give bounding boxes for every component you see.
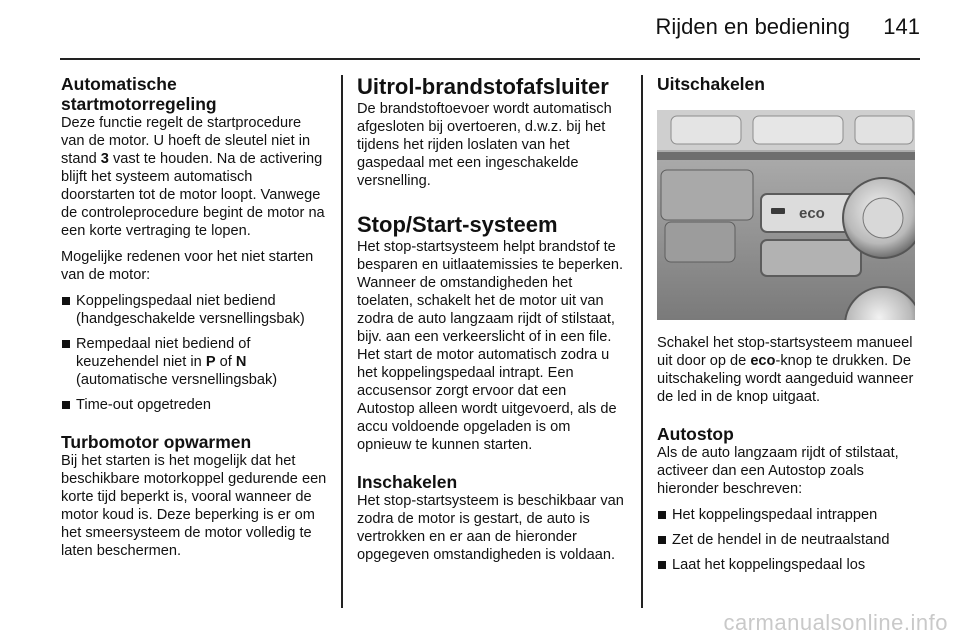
header-rule — [60, 58, 920, 60]
watermark: carmanualsonline.info — [723, 610, 948, 635]
paragraph-reasons: Mogelijke redenen voor het niet starten van de motor: — [61, 249, 314, 283]
heading-automatische-startmotorregeling — [61, 74, 327, 114]
heading-line: Automatische — [61, 74, 177, 94]
list-item-text: (automatische versnellingsbak) — [76, 372, 278, 388]
spacer — [357, 462, 627, 472]
heading-line: startmotorregeling — [61, 94, 217, 114]
page-number: 141 — [883, 14, 920, 39]
paragraph-inschakelen: Het stop-startsysteem is beschikbaar van zodra de motor is gestart, de auto is vertrokken en er aan de hieronder opgegeven omstandigheden is voldaan. — [357, 493, 624, 563]
dashboard-illustration — [657, 110, 915, 320]
column-1 — [61, 74, 327, 568]
square-bullet-icon — [658, 536, 666, 544]
text-run: Schakel het stop-startsysteem manueel uit door op de — [657, 335, 913, 369]
list-item-text: Rempedaal niet bediend of keuzehendel niet in — [76, 336, 251, 370]
bold-run: N — [235, 354, 247, 370]
square-bullet-icon — [62, 401, 70, 409]
list-item-text: Laat het koppelingspedaal los — [672, 557, 866, 573]
square-bullet-icon — [658, 511, 666, 519]
paragraph-turbomotor: Bij het starten is het mogelijk dat het beschikbare motorkoppel gedurende een korte tijd beperkt is, vooral wanneer de motor koud is. Deze beperking is er om het smeersysteem de motor volledig te laten beschermen. — [61, 453, 327, 559]
square-bullet-icon — [658, 561, 666, 569]
paragraph-uitschakelen — [657, 334, 922, 406]
column-divider-2 — [641, 75, 643, 608]
list-item-text: Koppelingspedaal niet bediend (handgeschakelde versnellingsbak) — [76, 293, 305, 327]
page-header — [0, 0, 960, 58]
list-item-text: Het koppelingspedaal intrappen — [672, 507, 878, 523]
eco-button-label: eco — [799, 205, 825, 222]
spacer — [61, 422, 327, 432]
heading-stop-start-systeem: Stop/Start-systeem — [357, 212, 558, 237]
bold-run: 3 — [100, 151, 109, 167]
heading-inschakelen: Inschakelen — [357, 472, 458, 492]
paragraph-brandstoftoevoer: De brandstoftoevoer wordt automatisch afgesloten bij overtoeren, d.w.z. bij het tijdens het rijden loslaten van het gaspedaal met een ingeschakelde versnelling. — [357, 101, 612, 189]
list-item-text: Zet de hendel in de neutraalstand — [672, 532, 890, 548]
spacer — [357, 198, 627, 212]
heading-autostop: Autostop — [657, 424, 734, 444]
paragraph-stop-start: Het stop-startsysteem helpt brandstof te besparen en uitlaatemissies te beperken. Wanneer de omstandigheden het toelaten, schakelt het de motor uit van zodra de auto langzaam rijdt of stilstaat, bijv. aan een verkeerslicht of in een file. Het start de motor automatisch zodra u het koppelingspedaal intrapt. Een accusensor zorgt ervoor dat een Autostop alleen wordt uitgevoerd, als de accu voldoende opgeladen is om opnieuw te kunnen starten. — [357, 239, 624, 453]
column-2 — [357, 74, 627, 572]
list-item-text: Time-out opgetreden — [76, 397, 211, 413]
spacer — [657, 414, 922, 424]
paragraph-startprocedure — [61, 114, 327, 240]
list-item — [657, 556, 922, 574]
heading-turbomotor-opwarmen: Turbomotor opwarmen — [61, 432, 252, 452]
list-item — [61, 292, 327, 328]
list-item — [657, 531, 922, 549]
list-item — [61, 396, 327, 414]
heading-uitschakelen: Uitschakelen — [657, 74, 765, 94]
bold-run: P — [205, 354, 216, 370]
square-bullet-icon — [62, 297, 70, 305]
autostop-list — [657, 506, 922, 574]
column-divider-1 — [341, 75, 343, 608]
text-run: Deze functie regelt de startprocedure van de motor. U hoeft de sleutel niet in stand — [61, 115, 311, 167]
text-run: -knop te drukken. De uitschakeling wordt aangeduid wanneer de led in de knop uitgaat. — [657, 353, 914, 405]
bold-run: eco — [750, 353, 776, 369]
section-title: Rijden en bediening — [655, 14, 850, 39]
text-run: vast te houden. Na de activering blijft het systeem automatisch doorstarten tot de motor loopt. Vanwege de controleprocedure begint de motor na een korte vertraging te lopen. — [61, 151, 325, 239]
eco-button-photo — [657, 110, 915, 320]
list-item — [61, 335, 327, 389]
heading-uitrol-brandstofafsluiter: Uitrol-brandstofafsluiter — [357, 74, 609, 99]
list-item — [657, 506, 922, 524]
square-bullet-icon — [62, 340, 70, 348]
column-3 — [657, 74, 922, 582]
list-item-text: of — [215, 354, 236, 370]
reasons-list — [61, 292, 327, 414]
paragraph-autostop: Als de auto langzaam rijdt of stilstaat, activeer dan een Autostop zoals hieronder beschreven: — [657, 445, 899, 497]
